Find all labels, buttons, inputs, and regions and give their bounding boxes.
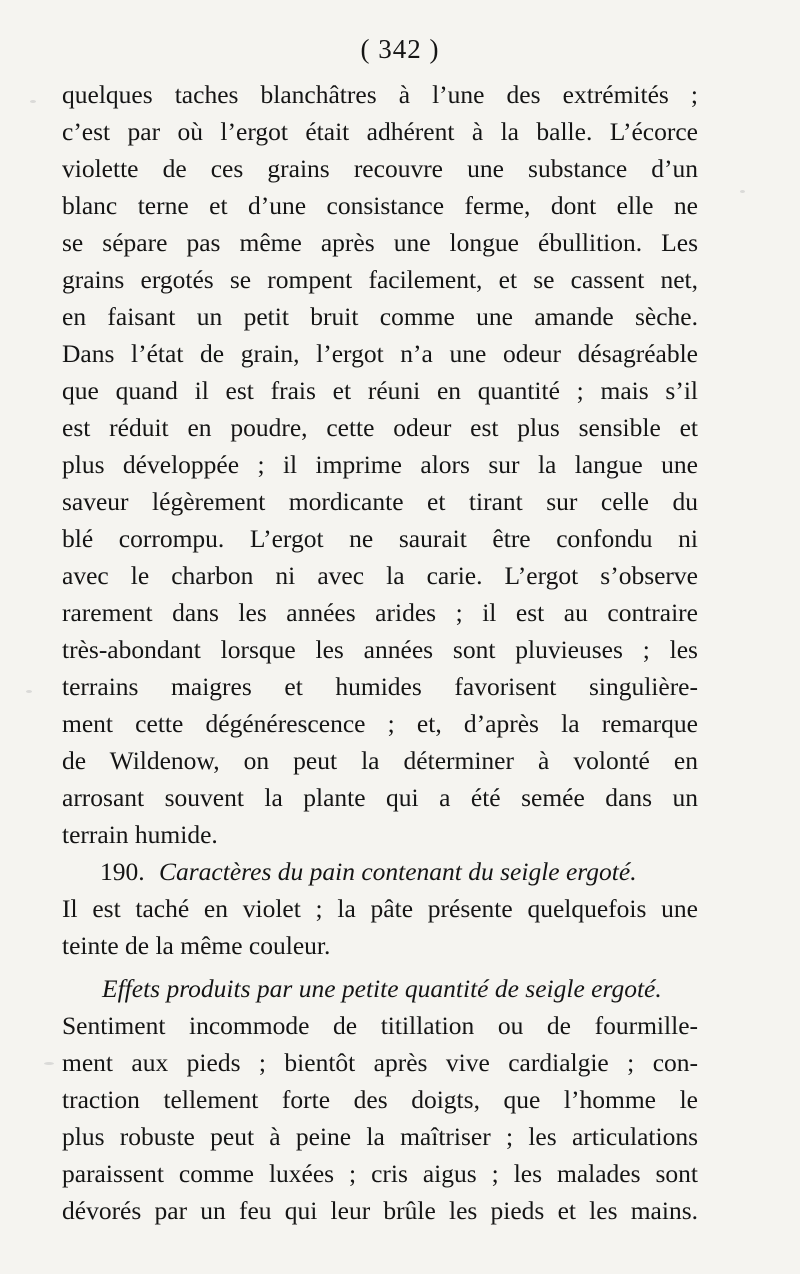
paper-speck — [30, 100, 36, 103]
text-line: très-abondant lorsque les années sont pluvieuses ; les — [62, 635, 698, 664]
text-line: est réduit en poudre, cette odeur est plus sensible et — [62, 413, 698, 442]
text-line: violette de ces grains recouvre une substance d’un — [62, 154, 698, 183]
text-line: quelques taches blanchâtres à l’une des extrémités ; — [62, 80, 698, 109]
text-line: paraissent comme luxées ; cris aigus ; les malades sont — [62, 1159, 698, 1188]
text-line: teinte de la même couleur. — [62, 931, 331, 960]
paper-speck — [740, 190, 745, 193]
page-number: ( 342 ) — [360, 34, 440, 64]
text-line: que quand il est frais et réuni en quantité ; mais s’il — [62, 376, 698, 405]
effects-heading: Effets produits par une petite quantité de seigle ergoté. — [102, 974, 662, 1003]
text-line: arrosant souvent la plante qui a été semée dans un — [62, 783, 698, 812]
text-line: rarement dans les années arides ; il est au contraire — [62, 598, 698, 627]
text-line: Dans l’état de grain, l’ergot n’a une odeur désagréable — [62, 339, 698, 368]
text-line: saveur légèrement mordicante et tirant sur celle du — [62, 487, 698, 516]
text-line: ment aux pieds ; bientôt après vive cardialgie ; con- — [62, 1048, 698, 1077]
section-number: 190. — [100, 857, 145, 886]
text-line: dévorés par un feu qui leur brûle les pieds et les mains. — [62, 1196, 698, 1225]
paper-speck — [44, 1062, 54, 1065]
section-heading-190 — [100, 853, 698, 890]
text-line: ment cette dégénérescence ; et, d’après la remarque — [62, 709, 698, 738]
text-line: traction tellement forte des doigts, que l’homme le — [62, 1085, 698, 1114]
text-line: terrains maigres et humides favorisent singulière- — [62, 672, 698, 701]
text-line: blanc terne et d’une consistance ferme, dont elle ne — [62, 191, 698, 220]
section-title: Caractères du pain contenant du seigle ergoté. — [159, 857, 637, 886]
text-line: Sentiment incommode de titillation ou de fourmille- — [62, 1011, 698, 1040]
text-line: grains ergotés se rompent facilement, et se cassent net, — [62, 265, 698, 294]
text-line: avec le charbon ni avec la carie. L’ergot s’observe — [62, 561, 698, 590]
text-line: terrain humide. — [62, 820, 218, 849]
text-line: en faisant un petit bruit comme une amande sèche. — [62, 302, 698, 331]
text-line: de Wildenow, on peut la déterminer à volonté en — [62, 746, 698, 775]
text-line: blé corrompu. L’ergot ne saurait être confondu ni — [62, 524, 698, 553]
paper-speck — [26, 690, 32, 693]
text-line: se sépare pas même après une longue ébullition. Les — [62, 228, 698, 257]
text-line: plus développée ; il imprime alors sur la langue une — [62, 450, 698, 479]
text-line: Il est taché en violet ; la pâte présente quelquefois une — [62, 894, 698, 923]
text-line: c’est par où l’ergot était adhérent à la balle. L’écorce — [62, 117, 698, 146]
text-line: plus robuste peut à peine la maîtriser ; les articulations — [62, 1122, 698, 1151]
